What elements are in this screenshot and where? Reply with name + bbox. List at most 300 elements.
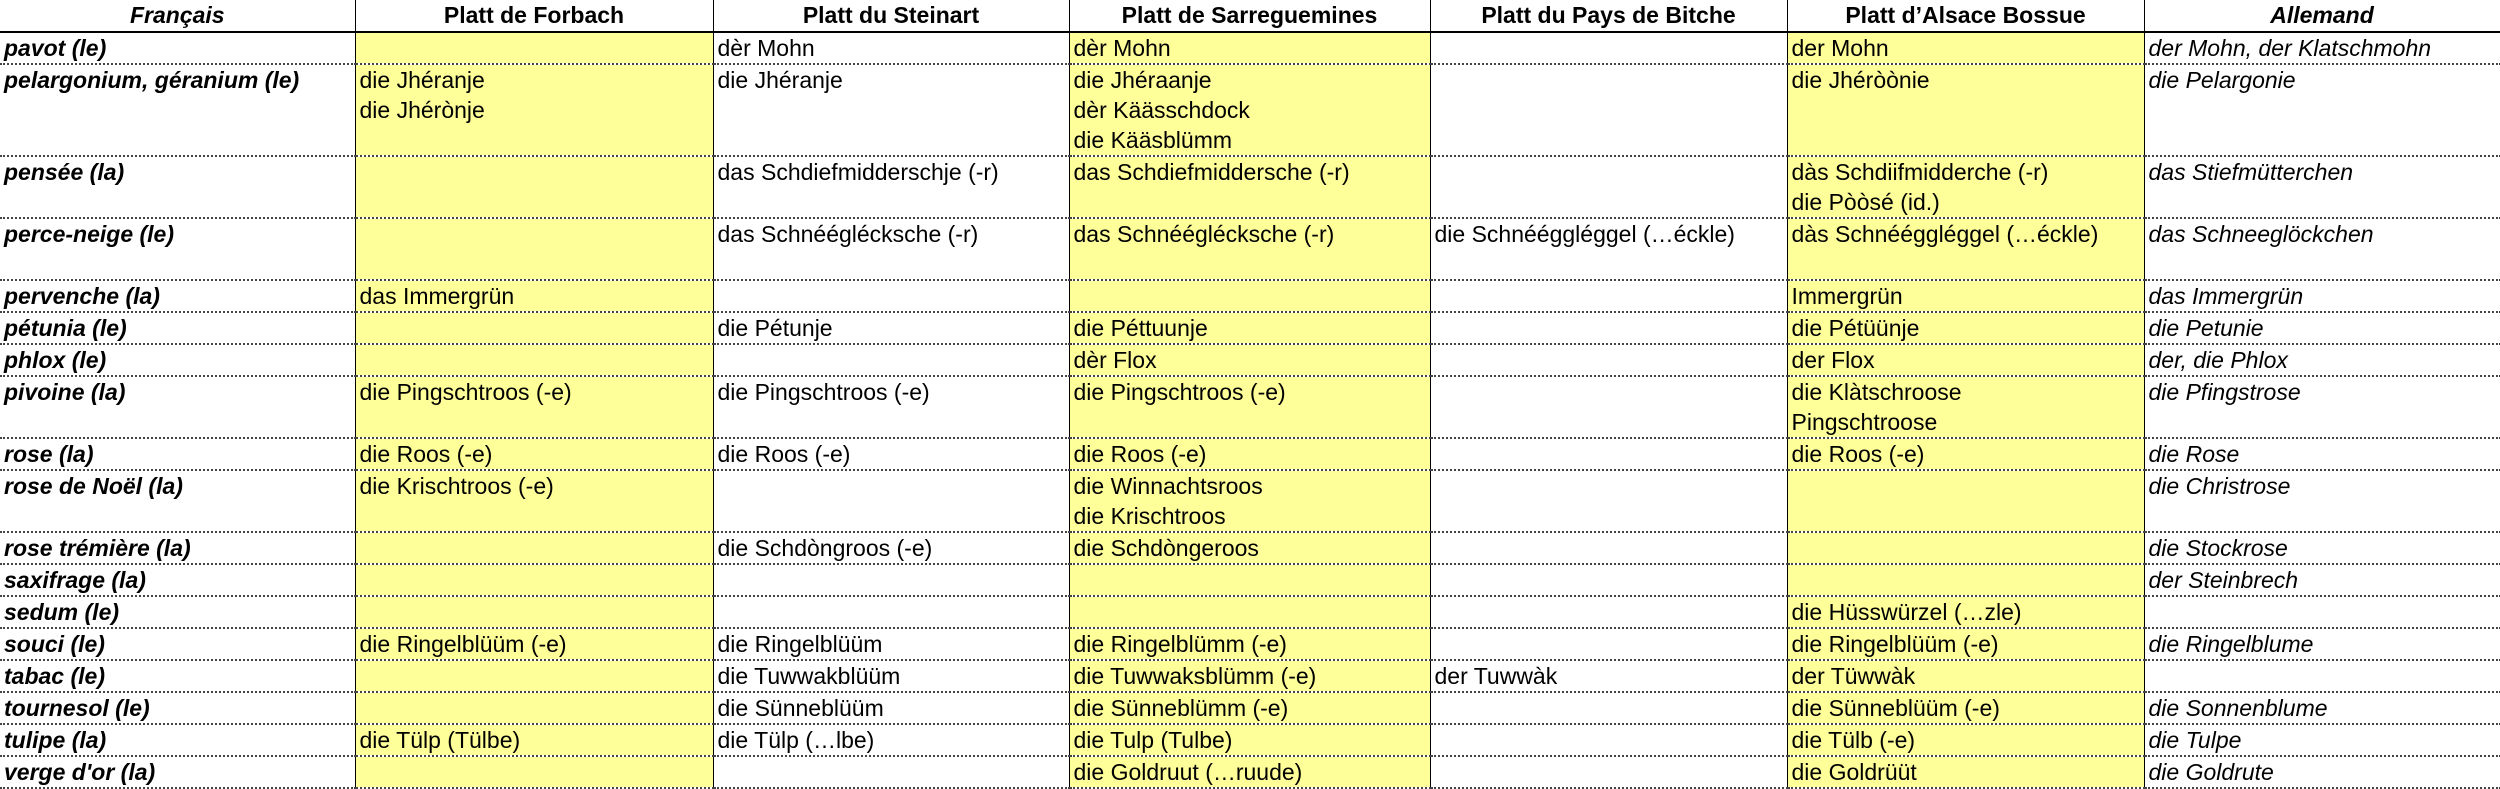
- cell-forbach: [355, 280, 713, 312]
- cell-text: die Tülp (Tülbe): [359, 727, 521, 753]
- cell-francais: [0, 280, 355, 312]
- cell-bitche: [1430, 692, 1787, 724]
- cell-spacer: [2149, 501, 2496, 531]
- cell-text: die Sonnenblume: [2148, 695, 2328, 721]
- cell-text: die Roos (-e): [1791, 441, 1925, 467]
- cell-bitche: [1430, 660, 1787, 692]
- column-header-steinart: Platt du Steinart: [713, 0, 1069, 32]
- cell-steinart: [713, 64, 1069, 156]
- cell-text: Immergrün: [1791, 283, 1903, 309]
- cell-spacer: [718, 757, 1065, 787]
- cell-text: die Tuwwakblüüm: [717, 663, 901, 689]
- cell-francais: [0, 32, 355, 64]
- cell-forbach: [355, 344, 713, 376]
- cell-text: die Ringelblümm (-e): [1073, 631, 1287, 657]
- cell-steinart: [713, 280, 1069, 312]
- cell-spacer: [1435, 95, 1783, 125]
- cell-bitche: [1430, 724, 1787, 756]
- cell-spacer: [718, 597, 1065, 627]
- table-row: [0, 660, 2500, 692]
- cell-text: die Sünneblüüm: [717, 695, 884, 721]
- cell-spacer: [1074, 565, 1426, 595]
- cell-text: pensée (la): [4, 159, 125, 185]
- cell-steinart: [713, 756, 1069, 788]
- cell-spacer: [1435, 757, 1783, 787]
- table-row: [0, 156, 2500, 218]
- cell-text: die Sünneblümm (-e): [1073, 695, 1289, 721]
- cell-text: tabac (le): [4, 663, 105, 689]
- cell-steinart: [713, 692, 1069, 724]
- cell-spacer: [360, 219, 709, 249]
- cell-forbach: [355, 660, 713, 692]
- cell-text: die Goldrüüt: [1791, 759, 1917, 785]
- cell-text: der, die Phlox: [2148, 347, 2288, 373]
- cell-sarreguemines: [1069, 312, 1430, 344]
- cell-text: das Schnééglécksche (-r): [717, 221, 979, 247]
- cell-francais: [0, 64, 355, 156]
- cell-spacer: [1792, 125, 2140, 155]
- cell-francais: [0, 692, 355, 724]
- cell-bitche: [1430, 218, 1787, 280]
- cell-spacer: [360, 533, 709, 563]
- cell-spacer: [360, 501, 709, 531]
- cell-text: souci (le): [4, 631, 105, 657]
- cell-text: die Pingschtroos (-e): [359, 379, 572, 405]
- cell-spacer: [360, 693, 709, 723]
- cell-steinart: [713, 532, 1069, 564]
- cell-spacer: [1074, 407, 1426, 437]
- cell-text: das Schnééglécksche (-r): [1073, 221, 1335, 247]
- cell-text: tournesol (le): [4, 695, 150, 721]
- cell-text: das Schdiefmiddersche (-r): [1073, 159, 1350, 185]
- cell-allemand: [2144, 64, 2500, 156]
- cell-text: die Pòòsé (id.): [1791, 189, 1940, 215]
- table-row: [0, 438, 2500, 470]
- cell-allemand: [2144, 724, 2500, 756]
- cell-spacer: [718, 501, 1065, 531]
- cell-alsace-bossue: [1787, 32, 2144, 64]
- cell-allemand: [2144, 628, 2500, 660]
- cell-spacer: [718, 345, 1065, 375]
- cell-spacer: [360, 187, 709, 217]
- cell-spacer: [718, 281, 1065, 311]
- cell-text: pétunia (le): [4, 315, 127, 341]
- cell-text: die Hüsswürzel (…zle): [1791, 599, 2022, 625]
- cell-spacer: [1792, 533, 2140, 563]
- column-header-alsace-bossue: Platt d’Alsace Bossue: [1787, 0, 2144, 32]
- cell-text: die Pétüünje: [1791, 315, 1920, 341]
- cell-text: dàs Schdiifmidderche (-r): [1791, 159, 2049, 185]
- cell-text: die Kääsblümm: [1073, 127, 1233, 153]
- cell-spacer: [718, 407, 1065, 437]
- cell-alsace-bossue: [1787, 724, 2144, 756]
- cell-text: dàs Schnééggléggel (…éckle): [1791, 221, 2099, 247]
- table-row: [0, 64, 2500, 156]
- table-row: [0, 376, 2500, 438]
- cell-steinart: [713, 344, 1069, 376]
- cell-spacer: [4, 249, 351, 279]
- cell-text: rose (la): [4, 441, 94, 467]
- cell-spacer: [1435, 187, 1783, 217]
- cell-spacer: [1792, 565, 2140, 595]
- cell-bitche: [1430, 376, 1787, 438]
- cell-allemand: [2144, 564, 2500, 596]
- cell-alsace-bossue: [1787, 376, 2144, 438]
- cell-bitche: [1430, 438, 1787, 470]
- cell-sarreguemines: [1069, 470, 1430, 532]
- cell-sarreguemines: [1069, 596, 1430, 628]
- cell-text: das Stiefmütterchen: [2148, 159, 2354, 185]
- cell-bitche: [1430, 156, 1787, 218]
- cell-text: die Roos (-e): [717, 441, 851, 467]
- cell-alsace-bossue: [1787, 156, 2144, 218]
- cell-steinart: [713, 660, 1069, 692]
- column-header-francais: Français: [0, 0, 355, 32]
- cell-text: die Jhéranje: [359, 67, 485, 93]
- cell-text: die Ringelblüüm (-e): [359, 631, 567, 657]
- column-header-bitche: Platt du Pays de Bitche: [1430, 0, 1787, 32]
- table-body: [0, 32, 2500, 788]
- cell-spacer: [718, 187, 1065, 217]
- cell-spacer: [718, 471, 1065, 501]
- cell-text: die Jhéraanje: [1073, 67, 1212, 93]
- cell-forbach: [355, 376, 713, 438]
- cell-text: die Klàtschroose: [1791, 379, 1962, 405]
- cell-steinart: [713, 564, 1069, 596]
- cell-bitche: [1430, 32, 1787, 64]
- table-row: [0, 724, 2500, 756]
- column-header-sarreguemines: Platt de Sarreguemines: [1069, 0, 1430, 32]
- cell-allemand: [2144, 376, 2500, 438]
- cell-text: der Steinbrech: [2148, 567, 2299, 593]
- cell-text: die Tulp (Tulbe): [1073, 727, 1233, 753]
- cell-forbach: [355, 64, 713, 156]
- cell-spacer: [718, 249, 1065, 279]
- cell-alsace-bossue: [1787, 438, 2144, 470]
- cell-text: pelargonium, géranium (le): [4, 67, 300, 93]
- cell-steinart: [713, 596, 1069, 628]
- cell-allemand: [2144, 660, 2500, 692]
- cell-steinart: [713, 312, 1069, 344]
- cell-text: die Krischtroos: [1073, 503, 1226, 529]
- cell-text: der Tuwwàk: [1434, 663, 1558, 689]
- cell-bitche: [1430, 312, 1787, 344]
- cell-spacer: [360, 757, 709, 787]
- cell-spacer: [360, 33, 709, 63]
- cell-spacer: [1435, 65, 1783, 95]
- cell-sarreguemines: [1069, 692, 1430, 724]
- cell-sarreguemines: [1069, 344, 1430, 376]
- cell-allemand: [2144, 532, 2500, 564]
- table-row: [0, 312, 2500, 344]
- cell-text: dèr Käässchdock: [1073, 97, 1250, 123]
- cell-spacer: [4, 501, 351, 531]
- cell-spacer: [360, 597, 709, 627]
- cell-spacer: [718, 565, 1065, 595]
- cell-sarreguemines: [1069, 218, 1430, 280]
- cell-spacer: [1435, 693, 1783, 723]
- cell-spacer: [360, 249, 709, 279]
- cell-alsace-bossue: [1787, 344, 2144, 376]
- cell-allemand: [2144, 596, 2500, 628]
- cell-text: phlox (le): [4, 347, 107, 373]
- cell-spacer: [2149, 661, 2496, 691]
- cell-text: die Péttuunje: [1073, 315, 1208, 341]
- cell-forbach: [355, 438, 713, 470]
- cell-spacer: [1435, 33, 1783, 63]
- cell-text: pervenche (la): [4, 283, 160, 309]
- cell-text: die Pétunje: [717, 315, 833, 341]
- cell-forbach: [355, 596, 713, 628]
- table-row: [0, 756, 2500, 788]
- cell-spacer: [1435, 629, 1783, 659]
- cell-spacer: [1792, 95, 2140, 125]
- cell-spacer: [360, 661, 709, 691]
- cell-text: verge d'or (la): [4, 759, 156, 785]
- cell-bitche: [1430, 64, 1787, 156]
- cell-spacer: [1435, 249, 1783, 279]
- cell-sarreguemines: [1069, 724, 1430, 756]
- cell-bitche: [1430, 564, 1787, 596]
- cell-alsace-bossue: [1787, 756, 2144, 788]
- cell-spacer: [360, 565, 709, 595]
- cell-spacer: [718, 95, 1065, 125]
- cell-text: die Tuwwaksblümm (-e): [1073, 663, 1317, 689]
- cell-spacer: [1435, 597, 1783, 627]
- cell-spacer: [718, 125, 1065, 155]
- cell-sarreguemines: [1069, 756, 1430, 788]
- cell-text: die Rose: [2148, 441, 2240, 467]
- cell-steinart: [713, 724, 1069, 756]
- cell-spacer: [1435, 157, 1783, 187]
- cell-francais: [0, 344, 355, 376]
- cell-spacer: [360, 125, 709, 155]
- cell-forbach: [355, 532, 713, 564]
- table-row: [0, 596, 2500, 628]
- cell-bitche: [1430, 756, 1787, 788]
- cell-alsace-bossue: [1787, 596, 2144, 628]
- table-header: [0, 0, 2500, 32]
- cell-allemand: [2144, 756, 2500, 788]
- cell-alsace-bossue: [1787, 564, 2144, 596]
- cell-text: die Roos (-e): [1073, 441, 1207, 467]
- cell-text: dèr Mohn: [1073, 35, 1171, 61]
- cell-bitche: [1430, 596, 1787, 628]
- cell-steinart: [713, 32, 1069, 64]
- cell-forbach: [355, 156, 713, 218]
- cell-text: die Christrose: [2148, 473, 2291, 499]
- cell-spacer: [2149, 597, 2496, 627]
- cell-alsace-bossue: [1787, 64, 2144, 156]
- table-row: [0, 344, 2500, 376]
- cell-allemand: [2144, 218, 2500, 280]
- cell-francais: [0, 376, 355, 438]
- cell-text: der Tüwwàk: [1791, 663, 1916, 689]
- cell-spacer: [1074, 281, 1426, 311]
- header-row: [0, 0, 2500, 32]
- cell-sarreguemines: [1069, 64, 1430, 156]
- cell-bitche: [1430, 344, 1787, 376]
- cell-steinart: [713, 438, 1069, 470]
- cell-text: die Goldruut (…ruude): [1073, 759, 1303, 785]
- cell-text: tulipe (la): [4, 727, 107, 753]
- cell-spacer: [1792, 471, 2140, 501]
- column-header-allemand: Allemand: [2144, 0, 2500, 32]
- cell-bitche: [1430, 280, 1787, 312]
- cell-spacer: [1074, 187, 1426, 217]
- cell-text: die Jhérònje: [359, 97, 485, 123]
- cell-francais: [0, 532, 355, 564]
- column-header-forbach: Platt de Forbach: [355, 0, 713, 32]
- cell-allemand: [2144, 344, 2500, 376]
- cell-allemand: [2144, 32, 2500, 64]
- cell-spacer: [1435, 313, 1783, 343]
- cell-bitche: [1430, 628, 1787, 660]
- cell-francais: [0, 218, 355, 280]
- cell-spacer: [4, 95, 351, 125]
- cell-text: die Tülb (-e): [1791, 727, 1916, 753]
- cell-text: die Schnééggléggel (…éckle): [1434, 221, 1735, 247]
- cell-text: die Pelargonie: [2148, 67, 2296, 93]
- cell-allemand: [2144, 692, 2500, 724]
- cell-text: die Schdòngroos (-e): [717, 535, 933, 561]
- cell-alsace-bossue: [1787, 280, 2144, 312]
- cell-text: der Mohn, der Klatschmohn: [2148, 35, 2432, 61]
- cell-sarreguemines: [1069, 532, 1430, 564]
- cell-alsace-bossue: [1787, 628, 2144, 660]
- cell-text: die Jhéròònie: [1791, 67, 1930, 93]
- cell-text: pavot (le): [4, 35, 107, 61]
- cell-text: sedum (le): [4, 599, 120, 625]
- cell-sarreguemines: [1069, 564, 1430, 596]
- cell-text: die Roos (-e): [359, 441, 493, 467]
- cell-francais: [0, 470, 355, 532]
- cell-forbach: [355, 628, 713, 660]
- cell-spacer: [2149, 407, 2496, 437]
- cell-sarreguemines: [1069, 376, 1430, 438]
- cell-francais: [0, 660, 355, 692]
- cell-alsace-bossue: [1787, 532, 2144, 564]
- table-row: [0, 564, 2500, 596]
- cell-text: die Petunie: [2148, 315, 2264, 341]
- cell-sarreguemines: [1069, 32, 1430, 64]
- cell-spacer: [1792, 249, 2140, 279]
- cell-text: das Immergrün: [2148, 283, 2304, 309]
- cell-text: die Ringelblüüm (-e): [1791, 631, 1999, 657]
- cell-text: die Ringelblüüm: [717, 631, 883, 657]
- cell-forbach: [355, 692, 713, 724]
- cell-alsace-bossue: [1787, 218, 2144, 280]
- cell-text: rose trémière (la): [4, 535, 191, 561]
- table-row: [0, 280, 2500, 312]
- cell-spacer: [1792, 501, 2140, 531]
- cell-spacer: [1435, 407, 1783, 437]
- cell-francais: [0, 312, 355, 344]
- cell-bitche: [1430, 532, 1787, 564]
- cell-francais: [0, 596, 355, 628]
- table-row: [0, 218, 2500, 280]
- cell-steinart: [713, 218, 1069, 280]
- cell-allemand: [2144, 280, 2500, 312]
- cell-text: Pingschtroose: [1791, 409, 1938, 435]
- cell-spacer: [4, 125, 351, 155]
- cell-allemand: [2144, 312, 2500, 344]
- cell-text: die Jhéranje: [717, 67, 843, 93]
- cell-spacer: [2149, 249, 2496, 279]
- cell-text: dèr Mohn: [717, 35, 815, 61]
- cell-spacer: [1435, 281, 1783, 311]
- cell-forbach: [355, 218, 713, 280]
- cell-alsace-bossue: [1787, 692, 2144, 724]
- cell-text: die Pingschtroos (-e): [1073, 379, 1286, 405]
- cell-allemand: [2144, 470, 2500, 532]
- cell-steinart: [713, 628, 1069, 660]
- cell-text: die Goldrute: [2148, 759, 2274, 785]
- cell-alsace-bossue: [1787, 470, 2144, 532]
- cell-spacer: [360, 157, 709, 187]
- cell-spacer: [1074, 249, 1426, 279]
- cell-text: die Krischtroos (-e): [359, 473, 554, 499]
- table-row: [0, 532, 2500, 564]
- cell-spacer: [1435, 725, 1783, 755]
- cell-sarreguemines: [1069, 438, 1430, 470]
- cell-francais: [0, 724, 355, 756]
- cell-forbach: [355, 470, 713, 532]
- table-row: [0, 692, 2500, 724]
- cell-text: das Schneeglöckchen: [2148, 221, 2374, 247]
- cell-text: perce-neige (le): [4, 221, 174, 247]
- cell-francais: [0, 628, 355, 660]
- cell-steinart: [713, 376, 1069, 438]
- cell-spacer: [1074, 597, 1426, 627]
- cell-francais: [0, 438, 355, 470]
- cell-spacer: [1435, 533, 1783, 563]
- cell-sarreguemines: [1069, 628, 1430, 660]
- cell-spacer: [1435, 345, 1783, 375]
- cell-francais: [0, 756, 355, 788]
- cell-text: saxifrage (la): [4, 567, 146, 593]
- cell-spacer: [1435, 471, 1783, 501]
- cell-text: die Tülp (…lbe): [717, 727, 875, 753]
- cell-allemand: [2144, 156, 2500, 218]
- cell-forbach: [355, 724, 713, 756]
- cell-steinart: [713, 156, 1069, 218]
- cell-text: die Pfingstrose: [2148, 379, 2301, 405]
- cell-text: die Schdòngeroos: [1073, 535, 1259, 561]
- cell-spacer: [1435, 565, 1783, 595]
- cell-spacer: [2149, 187, 2496, 217]
- cell-text: die Sünneblüüm (-e): [1791, 695, 2000, 721]
- cell-alsace-bossue: [1787, 312, 2144, 344]
- table-row: [0, 32, 2500, 64]
- cell-spacer: [1435, 125, 1783, 155]
- cell-sarreguemines: [1069, 660, 1430, 692]
- cell-text: die Tulpe: [2148, 727, 2242, 753]
- cell-spacer: [4, 187, 351, 217]
- cell-text: die Pingschtroos (-e): [717, 379, 930, 405]
- cell-text: die Winnachtsroos: [1073, 473, 1263, 499]
- cell-spacer: [360, 345, 709, 375]
- cell-spacer: [1435, 439, 1783, 469]
- cell-spacer: [2149, 125, 2496, 155]
- cell-forbach: [355, 756, 713, 788]
- cell-bitche: [1430, 470, 1787, 532]
- cell-spacer: [360, 313, 709, 343]
- cell-text: die Ringelblume: [2148, 631, 2314, 657]
- cell-francais: [0, 564, 355, 596]
- cell-forbach: [355, 312, 713, 344]
- table-row: [0, 628, 2500, 660]
